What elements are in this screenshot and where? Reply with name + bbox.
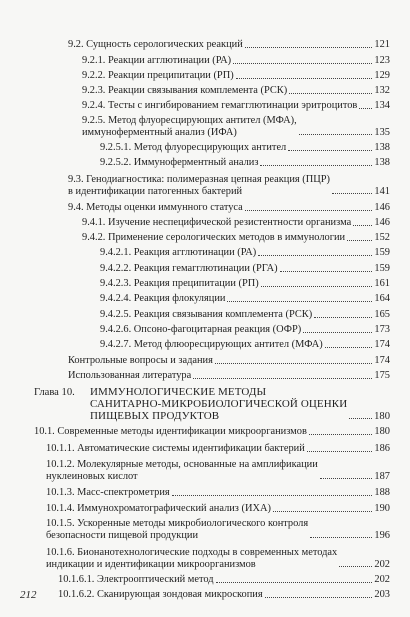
leader-dots — [347, 240, 372, 241]
toc-entry — [82, 55, 390, 67]
toc-entry-page: 203 — [374, 589, 390, 600]
toc-entry-text: 9.2.5.2. Иммуноферментный анализ — [100, 157, 259, 168]
toc-entry-page: 159 — [374, 247, 390, 258]
toc-entry-text: 9.2.3. Реакции связывания комплемента (РСК) — [82, 85, 288, 96]
toc-entry-text: 9.4.2.5. Реакция связывания комплемента (РСК) — [100, 309, 313, 320]
leader-dots — [359, 108, 372, 109]
toc-entry-page: 186 — [374, 443, 390, 454]
toc-entry — [82, 115, 390, 138]
leader-dots — [310, 537, 372, 538]
toc-entry-text: 10.1.5. Ускоренные методы микробиологического контроля безопасности пищевой продукции — [46, 518, 309, 541]
chapter-number: Глава 10. — [34, 387, 75, 398]
toc-entry-text: 9.4.2. Применение серологических методов в иммунологии — [82, 232, 346, 243]
toc-entry-text: 10.1.6.1. Электрооптический метод — [58, 574, 214, 585]
toc-entry-page: 138 — [374, 142, 390, 153]
toc-entry — [68, 370, 390, 382]
toc-entry-text: 9.4.2.6. Опсоно-фагоцитарная реакция (ОФР) — [100, 324, 302, 335]
toc-entry-text: 9.2.1. Реакции агглютинации (РА) — [82, 55, 232, 66]
leader-dots — [227, 301, 372, 302]
toc-entry-page: 159 — [374, 263, 390, 274]
toc-entry-page: 141 — [374, 185, 390, 197]
toc-entry-page: 165 — [374, 309, 390, 320]
toc-entry-text: 10.1.1. Автоматические системы идентификации бактерий — [46, 443, 305, 454]
toc-entry — [100, 142, 390, 154]
leader-dots — [172, 495, 373, 496]
leader-dots — [215, 363, 373, 364]
toc-entry — [46, 503, 390, 515]
toc-entry-page: 146 — [374, 217, 390, 228]
toc-entry — [100, 278, 390, 290]
toc-entry-page: 196 — [374, 529, 390, 541]
toc-entry-page: 132 — [374, 85, 390, 96]
leader-dots — [325, 347, 373, 348]
leader-dots — [280, 271, 373, 272]
toc-entry-text: 10.1.4. Иммунохроматографический анализ (ИХА) — [46, 503, 271, 514]
leader-dots — [265, 597, 373, 598]
toc-entry-page: 146 — [374, 202, 390, 213]
toc-entry — [58, 589, 390, 601]
leader-dots — [258, 255, 372, 256]
toc-entry-text: 10.1.3. Масс-спектрометрия — [46, 487, 170, 498]
toc-entry — [100, 263, 390, 275]
leader-dots — [314, 317, 372, 318]
toc-entry — [82, 85, 390, 97]
toc-entry-text: 9.4.2.2. Реакция гемагглютинации (РГА) — [100, 263, 278, 274]
toc-entry-text: 10.1.2. Молекулярные методы, основанные на амплификации нуклеиновых кислот — [46, 459, 318, 482]
toc-entry — [58, 574, 390, 586]
toc-entry — [46, 443, 390, 455]
toc-entry-page: 173 — [374, 324, 390, 335]
leader-dots — [260, 165, 372, 166]
toc-entry — [100, 247, 390, 259]
leader-dots — [261, 286, 373, 287]
toc-entry-text: 9.4.2.4. Реакция флокуляции — [100, 293, 226, 304]
toc-entry — [46, 518, 390, 541]
leader-dots — [273, 511, 372, 512]
leader-dots — [236, 78, 373, 79]
toc-entry-page: 161 — [374, 278, 390, 289]
toc-entry-page: 121 — [374, 39, 390, 50]
toc-entry-text: 10.1.6. Бионанотехнологические подходы в современных методах индикации и идентификации микроорганизмов — [46, 547, 338, 570]
toc-entry — [68, 355, 390, 367]
leader-dots — [193, 378, 372, 379]
leader-dots — [339, 566, 372, 567]
toc-entry — [82, 70, 390, 82]
toc-entry-page: 129 — [374, 70, 390, 81]
toc-entry — [100, 157, 390, 169]
toc-entry — [100, 339, 390, 351]
leader-dots — [349, 418, 372, 419]
toc-entry-text: 9.3. Генодиагностика: полимеразная цепная реакция (ПЦР) в идентификации патогенных бактерий — [68, 174, 330, 197]
toc-entry-text: 9.2.2. Реакции преципитации (РП) — [82, 70, 234, 81]
toc-entry-text: Использованная литература — [68, 370, 192, 381]
toc-entry-page: 188 — [374, 487, 390, 498]
toc-entry-text: 9.2.4. Тесты с ингибированием гемагглютинации эритроцитов — [82, 100, 358, 111]
toc-entry-text: 9.2.5. Метод флуоресцирующих антител (МФА), иммуноферментный анализ (ИФА) — [82, 115, 297, 138]
toc-entry — [82, 232, 390, 244]
toc-entry-page: 175 — [374, 370, 390, 381]
toc-entry-page: 123 — [374, 55, 390, 66]
toc-entry-page: 190 — [374, 503, 390, 514]
leader-dots — [332, 193, 372, 194]
toc-entry — [100, 293, 390, 305]
toc-entry-text: 9.2. Сущность серологических реакций — [68, 39, 243, 50]
leader-dots — [307, 451, 373, 452]
toc-entry-page: 187 — [374, 470, 390, 482]
leader-dots — [353, 225, 372, 226]
toc-entry-page: 152 — [374, 232, 390, 243]
toc-entry-page: 202 — [374, 574, 390, 585]
toc-entry-text: 10.1.6.2. Сканирующая зондовая микроскопия — [58, 589, 263, 600]
toc-entry-page: 174 — [374, 339, 390, 350]
chapter-heading — [34, 386, 390, 422]
page-number: 212 — [20, 589, 37, 601]
toc-entry — [46, 547, 390, 570]
toc-entry-text: 9.4.2.1. Реакция агглютинации (РА) — [100, 247, 257, 258]
toc-entry — [46, 487, 390, 499]
leader-dots — [216, 582, 373, 583]
toc-entry-text: Контрольные вопросы и задания — [68, 355, 213, 366]
toc-entry-text: 9.4.2.7. Метод флюоресцирующих антител (МФА) — [100, 339, 323, 350]
toc-entry-page: 180 — [374, 410, 390, 422]
toc-entry — [34, 426, 390, 438]
leader-dots — [309, 434, 373, 435]
leader-dots — [289, 93, 372, 94]
leader-dots — [320, 478, 373, 479]
toc-entry — [82, 217, 390, 229]
toc-entry — [46, 459, 390, 482]
leader-dots — [245, 47, 373, 48]
toc-entry-text: 9.4.2.3. Реакция преципитации (РП) — [100, 278, 259, 289]
toc-entry — [82, 100, 390, 112]
leader-dots — [233, 63, 372, 64]
toc-entry-page: 138 — [374, 157, 390, 168]
toc-entry — [100, 324, 390, 336]
toc-entry-page: 180 — [374, 426, 390, 437]
leader-dots — [245, 210, 373, 211]
toc-entry-page: 164 — [374, 293, 390, 304]
toc-entry-page: 174 — [374, 355, 390, 366]
toc-entry — [68, 39, 390, 51]
toc-entry-text: 9.4.1. Изучение неспецифической резистентности организма — [82, 217, 352, 228]
toc-entry-text: 9.2.5.1. Метод флуоресцирующих антител — [100, 142, 287, 153]
chapter-title: ИММУНОЛОГИЧЕСКИЕ МЕТОДЫ САНИТАРНО-МИКРОБИОЛОГИЧЕСКОЙ ОЦЕНКИ ПИЩЕВЫХ ПРОДУКТОВ — [90, 386, 348, 422]
toc-entry — [100, 309, 390, 321]
leader-dots — [288, 150, 372, 151]
toc-entry-page: 202 — [374, 558, 390, 570]
toc-entry — [68, 202, 390, 214]
leader-dots — [299, 134, 373, 135]
toc-entry-page: 134 — [374, 100, 390, 111]
leader-dots — [303, 332, 372, 333]
toc-entry-text: 10.1. Современные методы идентификации микроорганизмов — [34, 426, 307, 437]
toc-entry — [68, 174, 390, 197]
toc-entry-page: 135 — [374, 126, 390, 138]
toc-entry-text: 9.4. Методы оценки иммунного статуса — [68, 202, 243, 213]
